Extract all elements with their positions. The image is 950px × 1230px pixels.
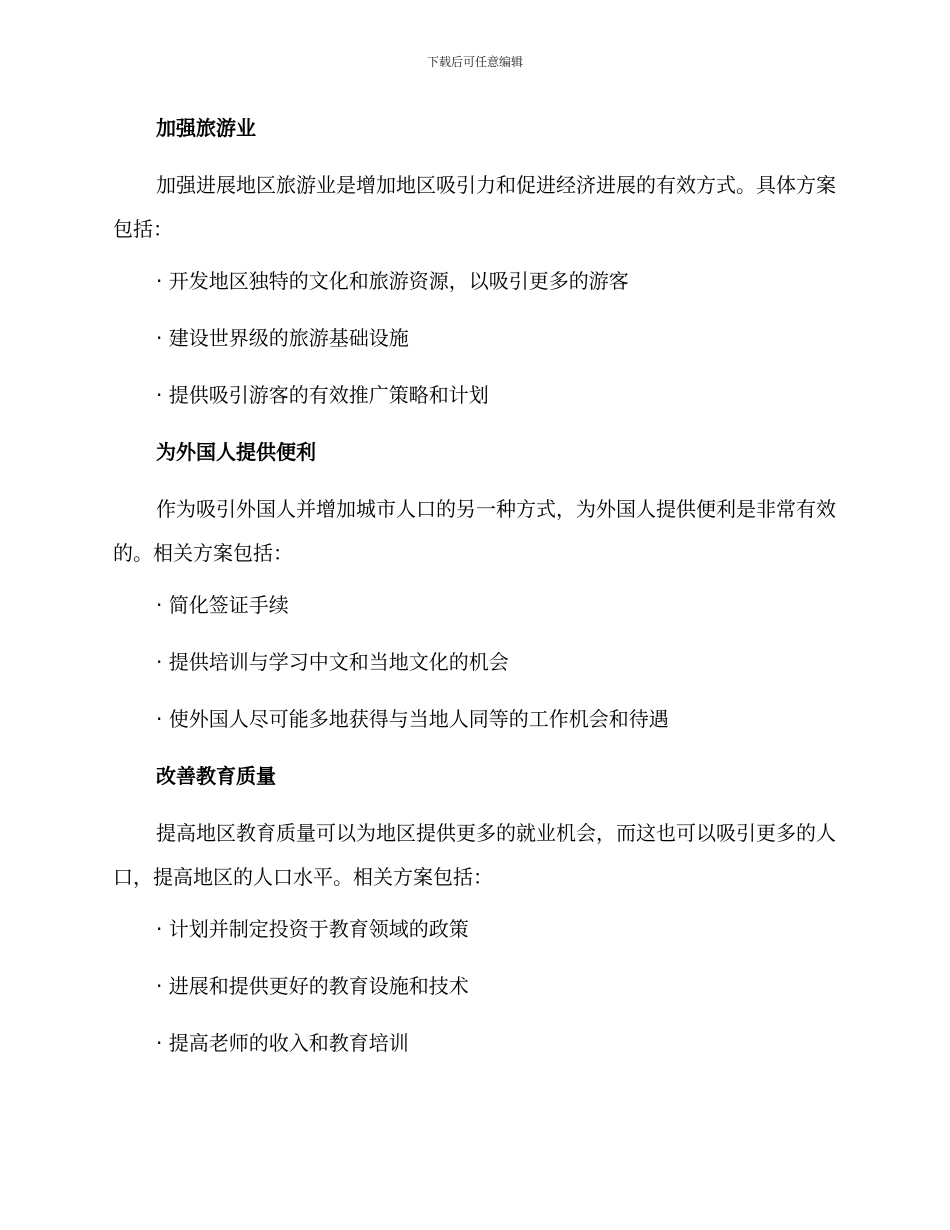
list-item: · 进展和提供更好的教育设施和技术 — [156, 974, 469, 998]
list-item: · 开发地区独特的文化和旅游资源，以吸引更多的游客 — [156, 269, 629, 293]
section-tourism — [113, 112, 837, 411]
page-header: 下载后可任意编辑 — [426, 55, 523, 69]
section-foreigners — [113, 436, 837, 735]
list-item: · 使外国人尽可能多地获得与当地人同等的工作机会和待遇 — [156, 707, 669, 731]
list-item: · 提高老师的收入和教育培训 — [156, 1031, 409, 1055]
section-heading: 改善教育质量 — [156, 764, 276, 788]
section-paragraph: 作为吸引外国人并增加城市人口的另一种方式，为外国人提供便利是非常有效的。相关方案包括： — [113, 497, 836, 565]
section-education — [113, 760, 837, 1059]
section-heading: 为外国人提供便利 — [156, 440, 316, 464]
list-item: · 计划并制定投资于教育领域的政策 — [156, 917, 469, 941]
list-item: · 建设世界级的旅游基础设施 — [156, 326, 409, 350]
section-heading: 加强旅游业 — [156, 116, 256, 140]
section-paragraph: 加强进展地区旅游业是增加地区吸引力和促进经济进展的有效方式。具体方案包括： — [113, 173, 836, 241]
list-item: · 提供吸引游客的有效推广策略和计划 — [156, 383, 489, 407]
document-body — [113, 112, 837, 1084]
section-paragraph: 提高地区教育质量可以为地区提供更多的就业机会，而这也可以吸引更多的人口，提高地区的人口水平。相关方案包括： — [113, 821, 836, 889]
list-item: · 简化签证手续 — [156, 593, 289, 617]
list-item: · 提供培训与学习中文和当地文化的机会 — [156, 650, 509, 674]
